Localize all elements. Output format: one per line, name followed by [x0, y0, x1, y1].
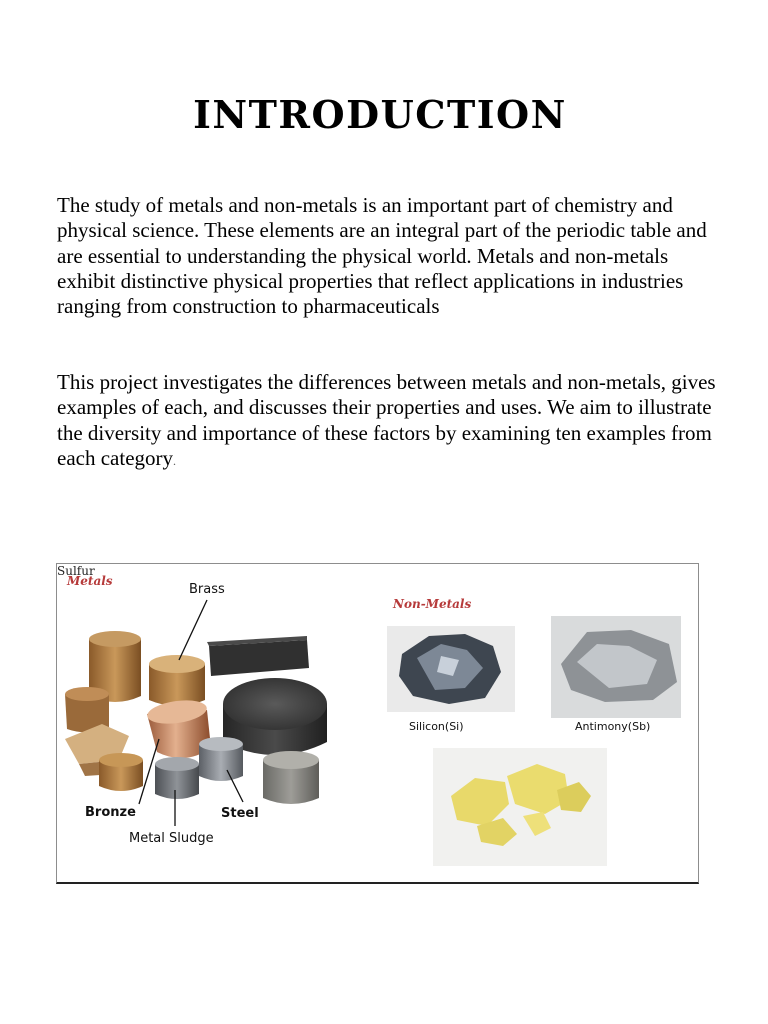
paragraph-2-period: . — [173, 453, 177, 468]
metals-heading: Metals — [67, 574, 113, 588]
intro-paragraph-1 — [57, 193, 717, 319]
silicon-label: Silicon(Si) — [409, 720, 464, 733]
nonmetals-heading: Non-Metals — [393, 597, 472, 611]
metals-nonmetals-figure — [56, 563, 699, 884]
bronze-label: Bronze — [85, 805, 136, 820]
antimony-label: Antimony(Sb) — [575, 720, 651, 733]
dark-metal-slab — [209, 640, 309, 676]
brass-label: Brass — [189, 582, 225, 597]
sulfur-label: Sulfur — [57, 564, 95, 578]
page-title: INTRODUCTION — [193, 92, 567, 137]
paragraph-2-text: This project investigates the differences between metals and non-metals, gives examples of each, and discusses their properties and uses. We aim to illustrate the diversity and importance of these factors by examining ten examples from each category — [57, 370, 716, 470]
metal-sludge-label: Metal Sludge — [129, 831, 214, 846]
steel-label: Steel — [221, 806, 259, 821]
paragraph-1-text: The study of metals and non-metals is an important part of chemistry and physical science. These elements are an integral part of the periodic table and are essential to understanding the physical world. Metals and non-metals exhibit distinctive physical properties that reflect applications in industries ranging from construction to pharmaceuticals — [57, 193, 707, 319]
intro-paragraph-2 — [57, 370, 717, 474]
